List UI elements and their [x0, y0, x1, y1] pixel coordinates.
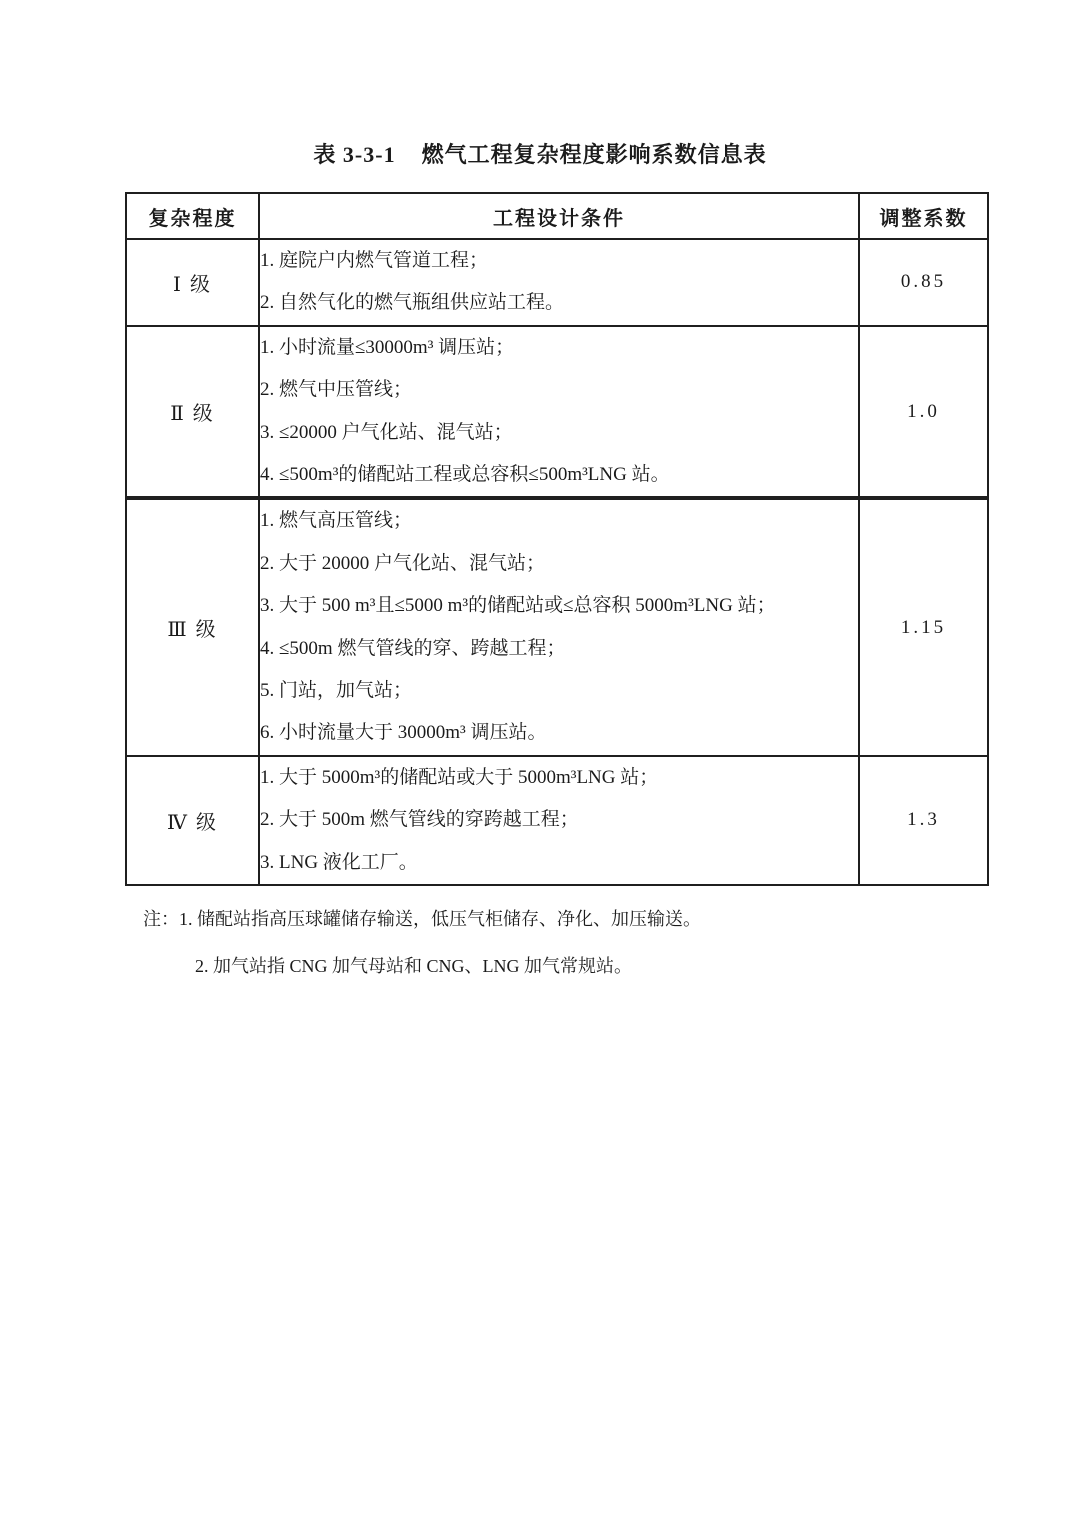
condition-line: 2. 自然气化的燃气瓶组供应站工程。 [260, 292, 565, 314]
table-row-level-3 [126, 498, 988, 755]
condition-line: 2. 大于 500m 燃气管线的穿跨越工程； [260, 809, 579, 831]
header-complexity-level: 复杂程度 [126, 193, 259, 239]
coefficient-value: 1.15 [859, 498, 988, 755]
conditions-cell [259, 756, 859, 885]
level-label: Ⅱ 级 [126, 326, 259, 499]
condition-line: 3. LNG 液化工厂。 [260, 851, 418, 873]
condition-line: 4. ≤500m³的储配站工程或总容积≤500m³LNG 站。 [260, 464, 670, 486]
footnote-2: 2. 加气站指 CNG 加气母站和 CNG、LNG 加气常规站。 [195, 956, 632, 977]
coefficient-value: 1.0 [859, 326, 988, 499]
condition-line: 1. 小时流量≤30000m³ 调压站； [260, 336, 515, 358]
footnote-1: 注：1. 储配站指高压球罐储存输送，低压气柜储存、净化、加压输送。 [143, 909, 701, 930]
header-adjustment-coefficient: 调整系数 [859, 193, 988, 239]
table-row-level-1 [126, 239, 988, 326]
condition-line: 1. 燃气高压管线； [260, 510, 413, 532]
table-row-level-4 [126, 756, 988, 885]
condition-line: 1. 庭院户内燃气管道工程； [260, 250, 489, 271]
condition-line: 3. 大于 500 m³且≤5000 m³的储配站或≤总容积 5000m³LNG 站； [260, 595, 776, 617]
condition-line: 1. 大于 5000m³的储配站或大于 5000m³LNG 站； [260, 766, 659, 788]
conditions-cell [259, 326, 859, 499]
header-design-conditions: 工程设计条件 [259, 193, 859, 239]
condition-line: 6. 小时流量大于 30000m³ 调压站。 [260, 722, 547, 744]
complexity-coefficient-table [125, 192, 989, 886]
conditions-cell [259, 239, 859, 326]
coefficient-value: 1.3 [859, 756, 988, 885]
table-title: 表 3-3-1 燃气工程复杂程度影响系数信息表 [313, 142, 767, 167]
condition-line: 3. ≤20000 户气化站、混气站； [260, 421, 513, 443]
conditions-cell [259, 498, 859, 755]
level-label: Ⅳ 级 [126, 756, 259, 885]
level-label: Ⅲ 级 [126, 498, 259, 755]
condition-line: 5. 门站，加气站； [260, 680, 413, 702]
footnotes [143, 908, 1080, 977]
table-row-level-2 [126, 326, 988, 499]
condition-line: 2. 燃气中压管线； [260, 379, 413, 401]
coefficient-value: 0.85 [859, 239, 988, 326]
condition-line: 2. 大于 20000 户气化站、混气站； [260, 552, 546, 574]
table-header-row [126, 193, 988, 239]
condition-line: 4. ≤500m 燃气管线的穿、跨越工程； [260, 637, 566, 659]
level-label: Ⅰ 级 [126, 239, 259, 326]
